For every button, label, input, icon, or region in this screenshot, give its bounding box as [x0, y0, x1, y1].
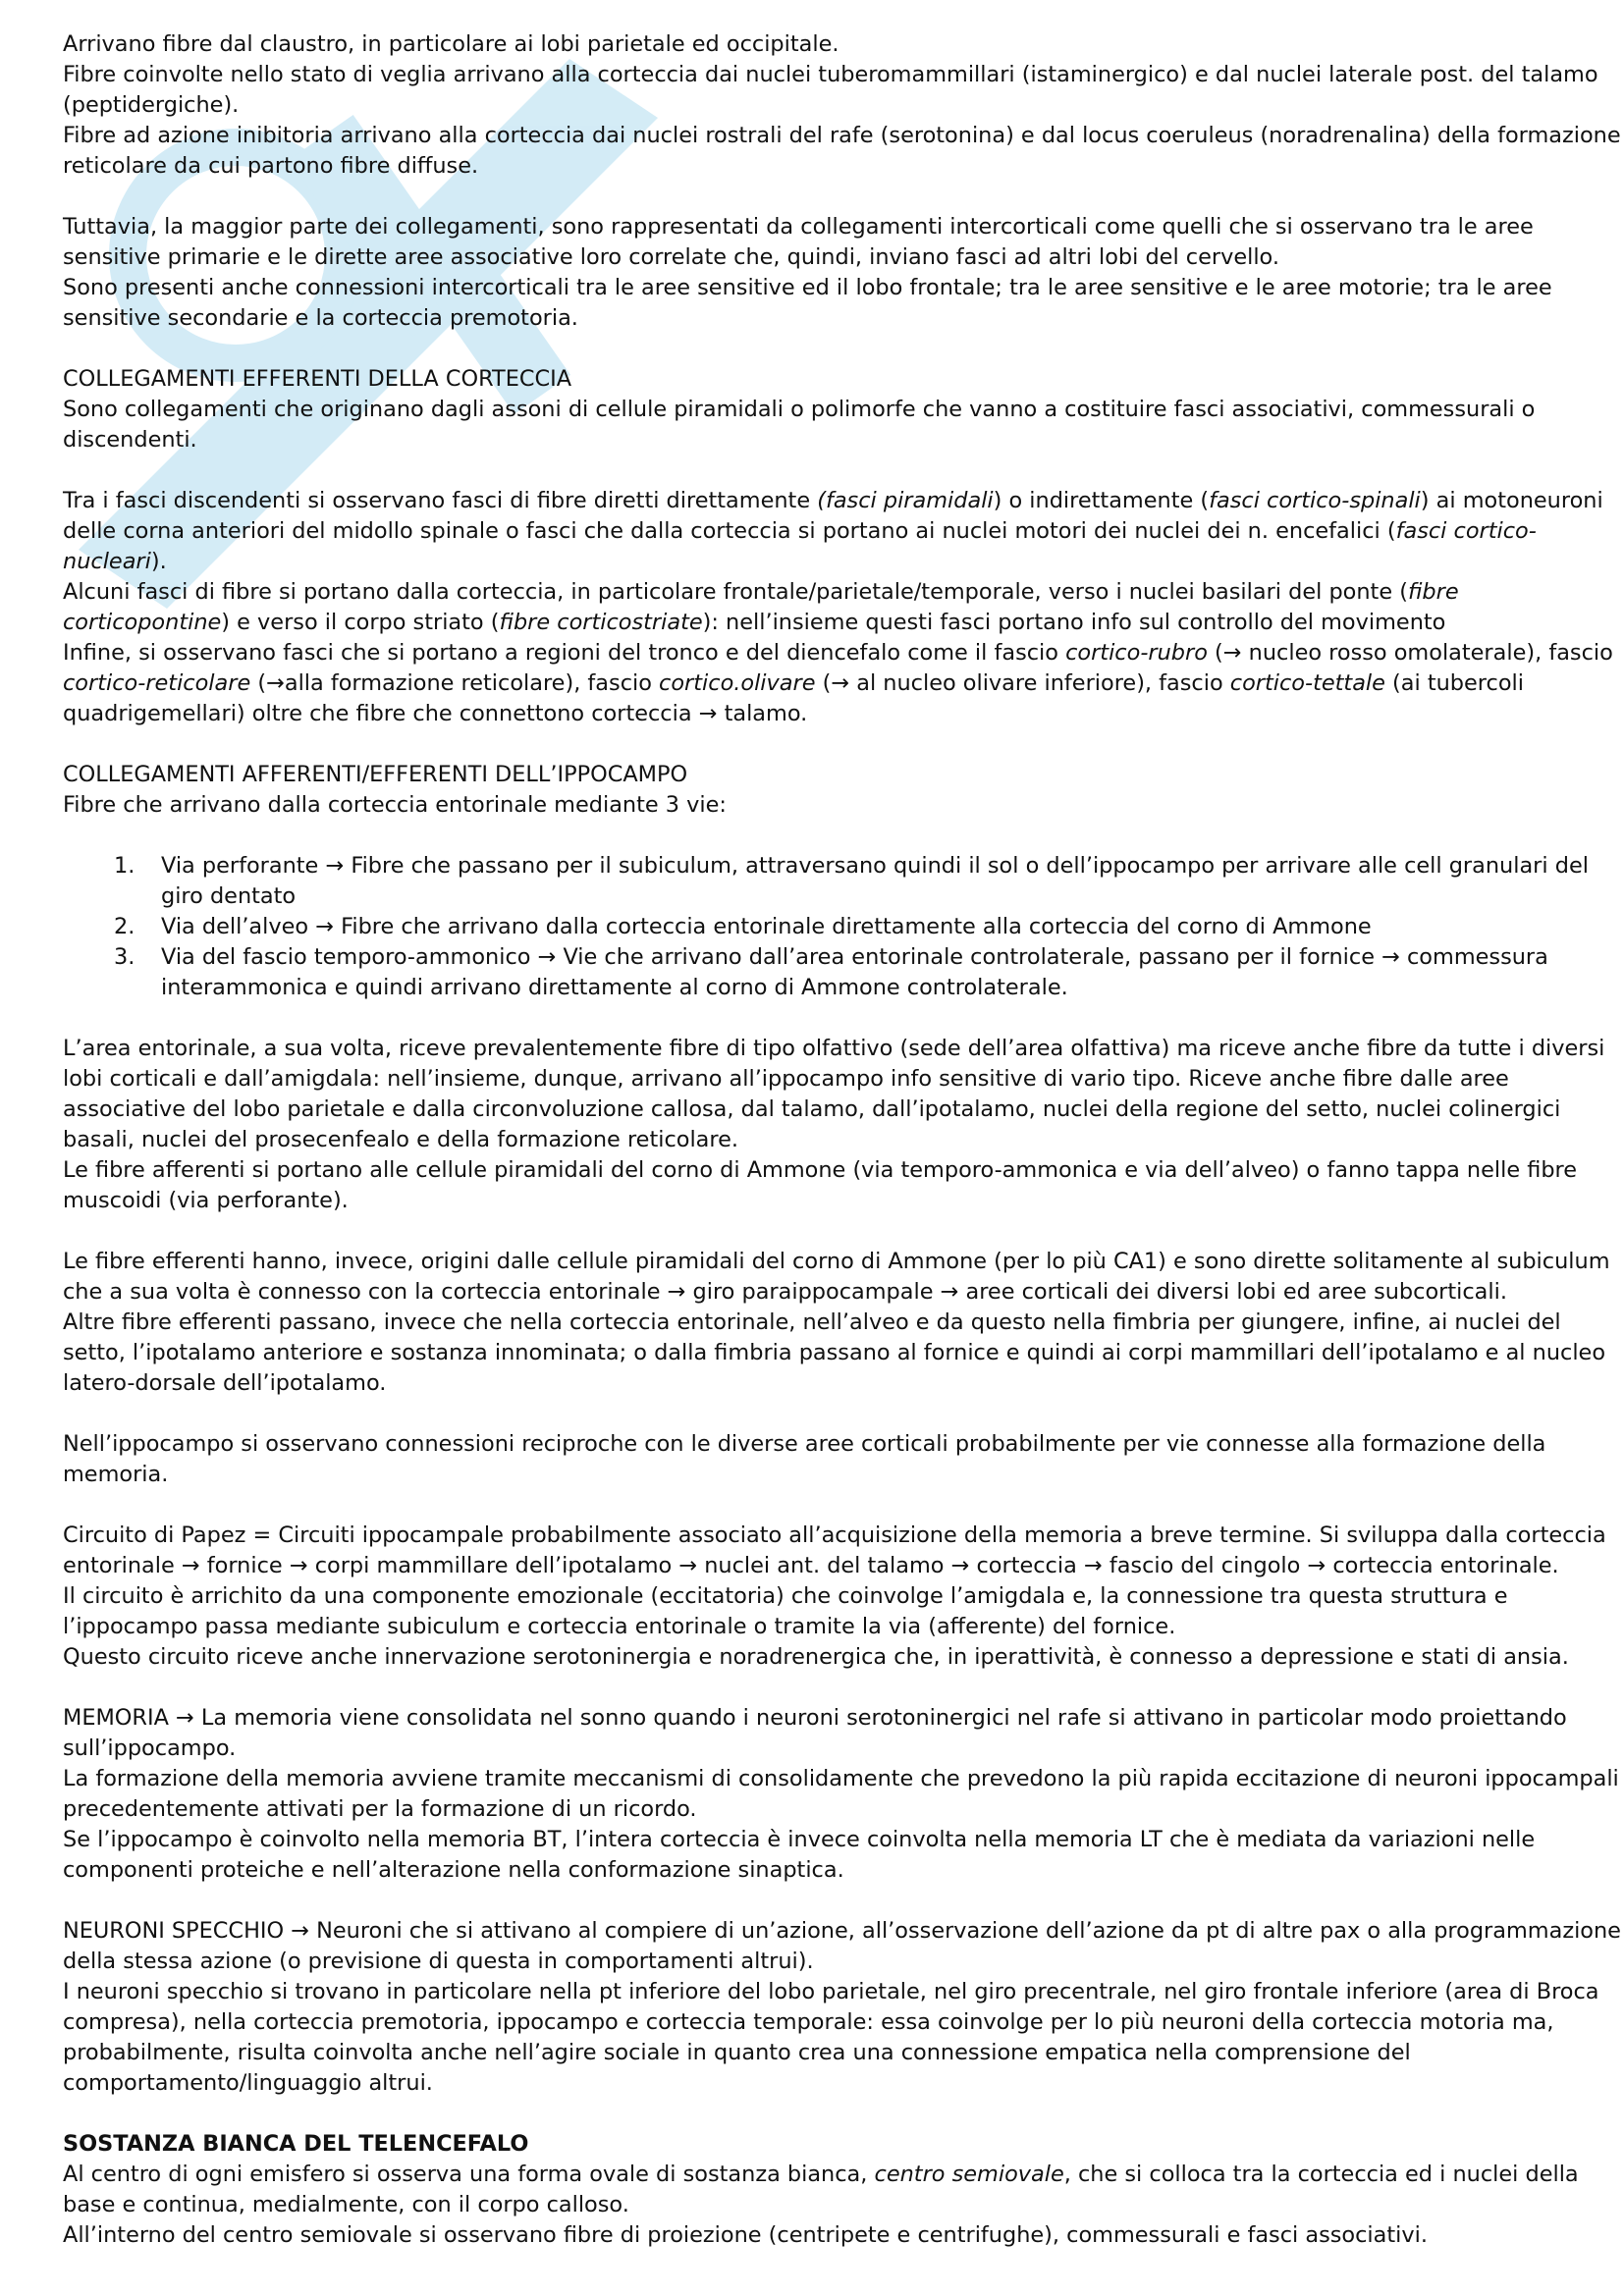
- arrow-icon: →: [1381, 944, 1400, 970]
- text-line: Arrivano fibre dal claustro, in particolare ai lobi parietale ed occipitale.: [63, 31, 839, 57]
- text-line: L’area entorinale, a sua volta, riceve prevalentemente fibre di tipo olfattivo (sede dell’area olfattiva) ma riceve anche fibre da tutte i diversi lobi corticali e dall’amigdala: nell’insieme, dunque, arrivano all’ippocampo info sensitive di vario tipo. Riceve anche fibre dalle aree associative del lobo parietale e dalla circonvoluzione callosa, dal talamo, dall’ipotalamo, nuclei della regione del setto, nuclei colinergici basali, nuclei del prosecenfealo e della formazione reticolare.: [63, 1036, 1605, 1152]
- text-line: Se l’ippocampo è coinvolto nella memoria BT, l’intera corteccia è invece coinvolta nella memoria LT che è mediata da variazioni nelle componenti proteiche e nell’alterazione nella conformazione sinaptica.: [63, 1827, 1536, 1883]
- text-line: Il circuito è arrichito da una componente emozionale (eccitatoria) che coinvolge l’amigdala e, la connessione tra questa struttura e l’ippocampo passa mediante subiculum e corteccia entorinale o tramite la via (afferente) del fornice.: [63, 1583, 1508, 1639]
- section-title: SOSTANZA BIANCA DEL TELENCEFALO: [63, 2131, 529, 2157]
- text-line: Le fibre efferenti hanno, invece, origini dalle cellule piramidali del corno di Ammone (per lo più CA1) e sono dirette solitamente al subiculum che a sua volta è connesso con la corteccia entorinale → giro paraippocampale → aree corticali dei diversi lobi ed aree subcorticali.: [63, 1249, 1610, 1305]
- paragraph-area-entorinale: [63, 1034, 1622, 1216]
- paragraph-neuroni-specchio: [63, 1916, 1622, 2099]
- paragraph-afferenti-corteccia: [63, 29, 1622, 182]
- text-line: MEMORIA → La memoria viene consolidata nel sonno quando i neuroni serotoninergici nel rafe si attivano in particolar modo proiettando sull’ippocampo.: [63, 1705, 1567, 1761]
- paragraph-fibre-efferenti: [63, 1247, 1622, 1399]
- text-line: Circuito di Papez = Circuiti ippocampale probabilmente associato all’acquisizione della memoria a breve termine. Si sviluppa dalla corteccia entorinale → fornice → corpi mammillare dell’ipotalamo → nuclei ant. del talamo → corteccia → fascio del cingolo → corteccia entorinale.: [63, 1522, 1606, 1578]
- arrow-icon: →: [1222, 640, 1242, 666]
- arrow-icon: →: [537, 944, 557, 970]
- text-line: I neuroni specchio si trovano in particolare nella pt inferiore del lobo parietale, nel giro precentrale, nel giro frontale inferiore (area di Broca compresa), nella corteccia premotoria, ippocampo e corteccia temporale: essa coinvolge per lo più neuroni della corteccia motoria ma, probabilmente, risulta coinvolta anche nell’agire sociale in quanto crea una connessione empatica nella comprensione del comportamento/linguaggio altrui.: [63, 1979, 1599, 2096]
- text-line: All’interno del centro semiovale si osservano fibre di proiezione (centripete e centrifughe), commessurali e fasci associativi.: [63, 2222, 1428, 2248]
- text-line: NEURONI SPECCHIO → Neuroni che si attivano al compiere di un’azione, all’osservazione dell’azione da pt di altre pax o alla programmazione della stessa azione (o previsione di questa in comportamenti altrui).: [63, 1918, 1621, 1974]
- arrow-icon: →: [950, 1553, 970, 1578]
- paragraph-fasci-discendenti: [63, 486, 1622, 729]
- arrow-icon: →: [940, 1279, 959, 1305]
- arrow-icon: →: [831, 670, 850, 696]
- paragraph-memoria: [63, 1703, 1622, 1886]
- text-line: Sono presenti anche connessioni intercorticali tra le aree sensitive ed il lobo frontale; tra le aree sensitive e le aree motorie; tra le aree sensitive secondarie e la corteccia premotoria.: [63, 275, 1552, 331]
- arrow-icon: →: [678, 1553, 698, 1578]
- text-line: Altre fibre efferenti passano, invece che nella corteccia entorinale, nell’alveo e da questo nella fimbria per giungere, infine, ai nuclei del setto, l’ipotalamo anteriore e sostanza innominata; o dalla fimbria passano al fornice e quindi ai corpi mammillari dell’ipotalamo e al nucleo latero-dorsale dell’ipotalamo.: [63, 1309, 1606, 1396]
- list-item: 2. Via dell’alveo → Fibre che arrivano dalla corteccia entorinale direttamente alla corteccia del corno di Ammone: [114, 914, 1372, 939]
- arrow-icon: →: [698, 701, 718, 726]
- text-line: Tra i fasci discendenti si osservano fasci di fibre diretti direttamente (fasci piramidali) o indirettamente (fasci cortico-spinali) ai motoneuroni delle corna anteriori del midollo spinale o fasci che dalla corteccia si portano ai nuclei motori dei nuclei dei n. encefalici (fasci cortico-nucleari).: [63, 488, 1603, 574]
- arrow-icon: →: [1307, 1553, 1326, 1578]
- text-line: Sono collegamenti che originano dagli assoni di cellule piramidali o polimorfe che vanno a costituire fasci associativi, commessurali o discendenti.: [63, 397, 1536, 453]
- text-line: Fibre che arrivano dalla corteccia entorinale mediante 3 vie:: [63, 792, 727, 818]
- section-title: COLLEGAMENTI EFFERENTI DELLA CORTECCIA: [63, 366, 572, 392]
- arrow-icon: →: [266, 670, 285, 696]
- arrow-icon: →: [176, 1705, 194, 1731]
- arrow-icon: →: [289, 1553, 308, 1578]
- section-efferenti-corteccia: [63, 364, 1622, 455]
- text-line: Fibre coinvolte nello stato di veglia arrivano alla corteccia dai nuclei tuberomammillari (istaminergico) e dal nuclei laterale post. del talamo (peptidergiche).: [63, 62, 1598, 118]
- arrow-icon: →: [181, 1553, 200, 1578]
- text-line: Tuttavia, la maggior parte dei collegamenti, sono rappresentati da collegamenti intercorticali come quelli che si osservano tra le aree sensitive primarie e le dirette aree associative loro correlate che, quindi, inviano fasci ad altri lobi del cervello.: [63, 214, 1534, 270]
- text-line: Le fibre afferenti si portano alle cellule piramidali del corno di Ammone (via temporo-ammonica e via dell’alveo) o fanno tappa nelle fibre muscoidi (via perforante).: [63, 1157, 1578, 1213]
- list-item: 1. Via perforante → Fibre che passano per il subiculum, attraversano quindi il sol o dell’ippocampo per arrivare alle cell granulari del giro dentato: [114, 853, 1589, 909]
- arrow-icon: →: [315, 914, 334, 939]
- document-page: [63, 29, 1622, 2251]
- paragraph-circuito-papez: [63, 1521, 1622, 1673]
- text-line: Nell’ippocampo si osservano connessioni reciproche con le diverse aree corticali probabilmente per vie connesse alla formazione della memoria.: [63, 1431, 1546, 1487]
- vie-list: [63, 851, 1622, 1003]
- arrow-icon: →: [325, 853, 345, 879]
- arrow-icon: →: [667, 1279, 686, 1305]
- text-line: Al centro di ogni emisfero si osserva una forma ovale di sostanza bianca, centro semiovale, che si colloca tra la corteccia ed i nuclei della base e continua, medialmente, con il corpo calloso.: [63, 2162, 1579, 2217]
- arrow-icon: →: [291, 1918, 310, 1944]
- list-item: 3. Via del fascio temporo-ammonico → Vie che arrivano dall’area entorinale controlaterale, passano per il fornice → commessura interammonica e quindi arrivano direttamente al corno di Ammone controlaterale.: [114, 944, 1548, 1000]
- text-line: Questo circuito riceve anche innervazione serotoninergia e noradrenergica che, in iperattività, è connesso a depressione e stati di ansia.: [63, 1644, 1569, 1670]
- text-line: Fibre ad azione inibitoria arrivano alla corteccia dai nuclei rostrali del rafe (serotonina) e dal locus coeruleus (noradrenalina) della formazione reticolare da cui partono fibre diffuse.: [63, 123, 1621, 179]
- text-line: La formazione della memoria avviene tramite meccanismi di consolidamente che prevedono la più rapida eccitazione di neuroni ippocampali precedentemente attivati per la formazione di un ricordo.: [63, 1766, 1619, 1822]
- section-ippocampo-header: [63, 760, 1622, 821]
- paragraph-intercorticali: [63, 212, 1622, 334]
- text-line: Infine, si osservano fasci che si portano a regioni del tronco e del diencefalo come il fascio cortico-rubro (→ nucleo rosso omolaterale), fascio cortico-reticolare (→alla formazione reticolare), fascio cortico.olivare (→ al nucleo olivare inferiore), fascio cortico-tettale (ai tubercoli quadrigemellari) oltre che fibre che connettono corteccia → talamo.: [63, 640, 1613, 726]
- section-title: COLLEGAMENTI AFFERENTI/EFFERENTI DELL’IPPOCAMPO: [63, 762, 688, 787]
- paragraph-connessioni-reciproche: [63, 1429, 1622, 1490]
- arrow-icon: →: [1083, 1553, 1103, 1578]
- text-line: Alcuni fasci di fibre si portano dalla corteccia, in particolare frontale/parietale/temporale, verso i nuclei basilari del ponte (fibre corticopontine) e verso il corpo striato (fibre corticostriate): nell’insieme questi fasci portano info sul controllo del movimento: [63, 579, 1459, 635]
- section-sostanza-bianca: [63, 2129, 1622, 2251]
